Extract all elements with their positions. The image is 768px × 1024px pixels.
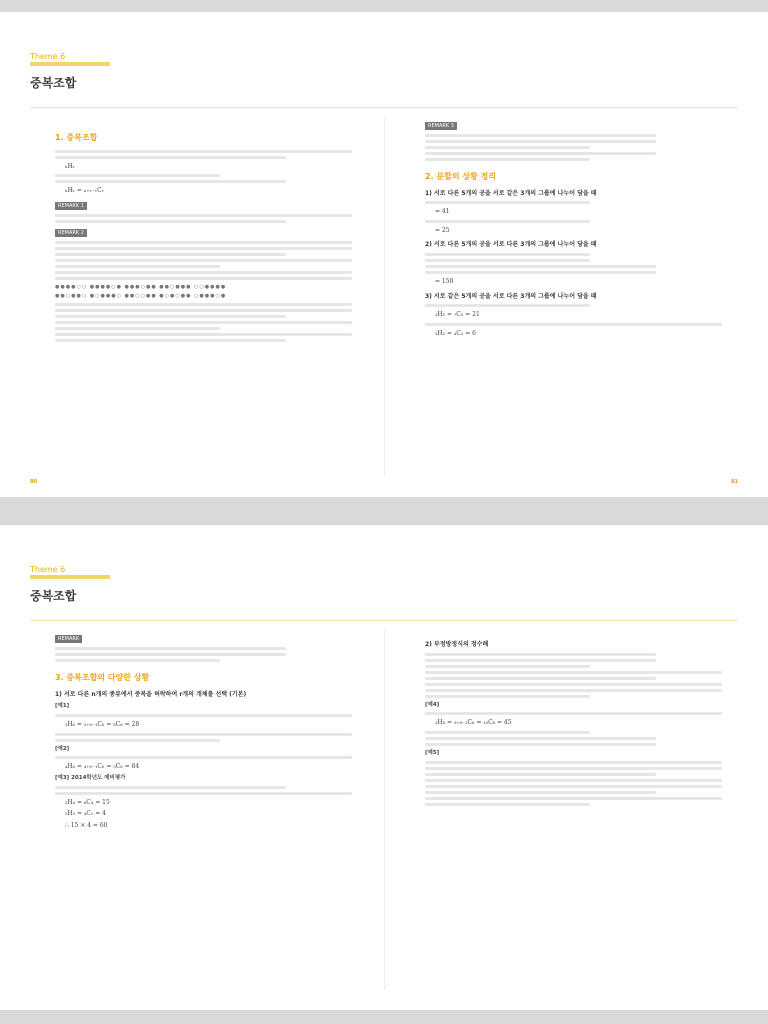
text-line (425, 158, 590, 161)
text-line (425, 767, 722, 770)
text-line (55, 271, 352, 274)
text-line (55, 315, 286, 318)
text-line (55, 214, 352, 217)
formula: ₙHᵣ = ₙ₊ᵣ₋₁Cᵣ (65, 187, 104, 195)
text-line (425, 683, 722, 686)
text-line (425, 785, 722, 788)
text-line (55, 265, 220, 268)
formula: ∴ 15 × 4 = 60 (65, 821, 108, 829)
page-number: 80 (30, 479, 37, 485)
text-line (425, 146, 590, 149)
text-line (425, 653, 656, 656)
formula-result: = 150 (435, 277, 454, 285)
text-line (55, 303, 352, 306)
header-divider (30, 107, 738, 108)
text-line (425, 671, 722, 674)
theme-label: Theme 6 (30, 565, 66, 574)
text-line (55, 150, 352, 153)
text-line (55, 756, 352, 759)
text-line (55, 792, 352, 795)
text-line (425, 220, 590, 223)
text-line (55, 339, 286, 342)
text-line (425, 304, 590, 307)
example-label: [예3] 2014학년도 예비평가 (55, 774, 126, 781)
item-title: 1) 서로 다른 n개의 종류에서 중복을 허락하여 r개의 개체를 선택 (기본) (55, 690, 247, 698)
example-label: [예1] (55, 703, 70, 710)
header-divider (30, 620, 738, 621)
text-line (425, 659, 656, 662)
text-line (55, 653, 286, 656)
formula: ₙHᵣ (65, 162, 75, 170)
text-line (55, 321, 352, 324)
item-title: 2) 서로 다른 5개의 공을 서로 다른 3개의 그룹에 나누어 담을 때 (425, 241, 597, 249)
text-line (425, 797, 722, 800)
item-title: 2) 부정방정식의 정수해 (425, 641, 489, 648)
text-line (55, 277, 352, 280)
text-line (425, 743, 656, 746)
text-line (425, 323, 722, 326)
text-line (55, 259, 352, 262)
example-label: [예4] (425, 701, 440, 708)
theme-bar (30, 575, 110, 579)
text-line (55, 253, 286, 256)
text-line (425, 737, 656, 740)
formula-result: = 25 (435, 226, 450, 234)
text-line (55, 309, 352, 312)
text-line (425, 695, 590, 698)
dot-diagram: ●●○●●○ ●○●●●○ ●●○○●● ●○●○●● ○●●●○● (55, 292, 227, 299)
text-line (55, 180, 286, 183)
text-line (425, 712, 722, 715)
item-title: 3) 서로 같은 5개의 공을 서로 다른 3개의 그룹에 나누어 담을 때 (425, 292, 597, 300)
example-label: [예2] (55, 745, 70, 752)
text-line (425, 265, 656, 268)
section-3-title: 3. 중복조합의 다양한 상황 (55, 672, 150, 682)
text-line (425, 761, 722, 764)
text-line (55, 241, 352, 244)
text-line (425, 677, 656, 680)
page-number: 81 (731, 479, 738, 485)
right-column (425, 635, 755, 809)
text-line (425, 665, 590, 668)
remark-label: REMARK 2 (55, 229, 87, 237)
text-line (55, 659, 220, 662)
formula: ₃H₂ = ₄C₂ = 6 (435, 329, 476, 337)
text-line (55, 714, 352, 717)
section-2-title: 2. 분할의 상황 정리 (425, 171, 497, 181)
text-line (425, 731, 590, 734)
formula: ₄H₆ = ₄₊₆₋₁C₆ = ₉C₆ = 84 (65, 763, 140, 771)
text-line (425, 140, 656, 143)
example-label: [예5] (425, 749, 440, 756)
dot-diagram: ●●●●○○ ●●●●○● ●●●○●● ●●○●●● ○○●●●● (55, 283, 227, 290)
text-line (55, 733, 352, 736)
theme-label: Theme 6 (30, 52, 66, 61)
text-line (425, 271, 656, 274)
text-line (425, 803, 590, 806)
page-footer (30, 479, 738, 489)
textbook-page-top (0, 12, 768, 497)
remark-label: REMARK 3 (425, 122, 457, 130)
formula: ₃H₅ = ₇C₅ = 21 (435, 311, 480, 319)
text-line (425, 791, 656, 794)
text-line (55, 327, 220, 330)
formula: ₂H₃ = ₄C₁ = 4 (65, 810, 106, 818)
remark-label: REMARK 1 (55, 202, 87, 210)
text-line (425, 773, 656, 776)
left-column (55, 122, 385, 345)
formula: ₃H₈ = ₃₊₈₋₁C₈ = ₁₀C₈ = 45 (435, 719, 512, 727)
text-line (55, 174, 220, 177)
text-line (55, 739, 220, 742)
text-line (55, 333, 352, 336)
text-line (425, 152, 656, 155)
section-1-title: 1. 중복조합 (55, 133, 98, 142)
item-title: 1) 서로 다른 5개의 공을 서로 같은 3개의 그룹에 나누어 담을 때 (425, 189, 597, 197)
text-line (425, 253, 590, 256)
text-line (425, 134, 656, 137)
text-line (55, 247, 352, 250)
text-line (425, 779, 722, 782)
text-line (55, 156, 286, 159)
text-line (425, 201, 590, 204)
theme-bar (30, 62, 110, 66)
left-column (55, 635, 385, 833)
remark-label: REMARK (55, 635, 82, 643)
page-title: 중복조합 (30, 589, 77, 603)
formula: ₃H₄ = ₆C₄ = 15 (65, 798, 110, 806)
text-line (425, 259, 590, 262)
text-line (55, 220, 286, 223)
text-line (55, 647, 286, 650)
page-title: 중복조합 (30, 76, 77, 90)
text-line (425, 689, 722, 692)
text-line (55, 786, 286, 789)
formula-result: = 41 (435, 208, 450, 216)
formula: ₃H₆ = ₃₊₆₋₁C₆ = ₈C₆ = 28 (65, 720, 140, 728)
textbook-page-bottom (0, 525, 768, 1010)
right-column (425, 122, 755, 340)
